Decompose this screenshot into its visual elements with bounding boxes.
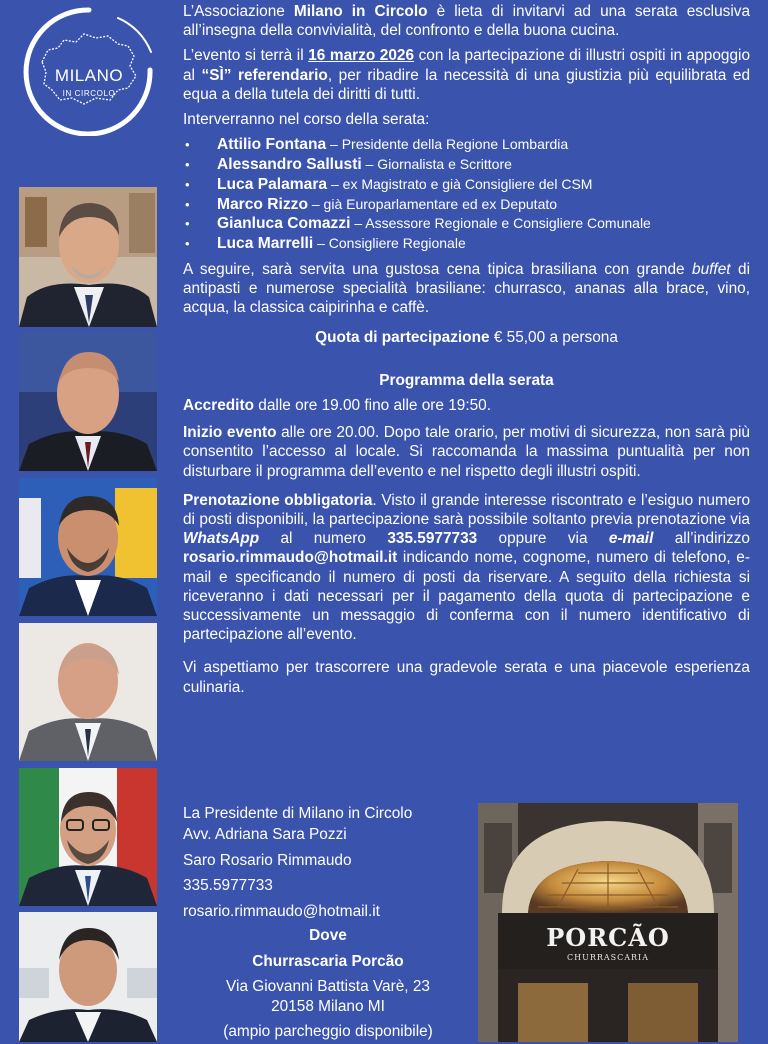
venue-address-city: 20158 Milano MI	[271, 997, 385, 1015]
buffet-word: buffet	[692, 261, 731, 278]
speakers-intro: Interverranno nel corso della serata:	[183, 111, 430, 129]
venue-block	[183, 924, 473, 1044]
participation-fee: Quota di partecipazione € 55,00 a persona	[315, 328, 618, 346]
photo-luca-palamara	[19, 478, 157, 616]
referendum-label: “SÌ” referendario	[201, 66, 328, 84]
restaurant-photo	[478, 803, 738, 1042]
speakers-list	[183, 135, 750, 254]
signature-line-president-title: La Presidente di Milano in Circolo	[183, 805, 413, 822]
photo-attilio-fontana	[19, 187, 157, 327]
program-title: Programma della serata	[379, 371, 554, 389]
venue-parking: (ampio parcheggio disponibile)	[223, 1023, 433, 1040]
invitation-text	[183, 2, 750, 697]
list-item: • Attilio Fontana – Presidente della Regione Lombardia	[185, 136, 569, 154]
venue-address-street: Via Giovanni Battista Varè, 23	[226, 978, 430, 995]
list-item: • Luca Palamara – ex Magistrato e già Consigliere del CSM	[185, 175, 593, 193]
logo-name: MILANO	[54, 66, 124, 85]
booking-paragraph: Prenotazione obbligatoria. Visto il grande interesse riscontrato e l’esiguo numero di posti disponibili, la partecipazione sarà possibile soltanto previa prenotazione via WhatsApp al numero 335.5977733 oppure via e-mail all’indirizzo rosario.rimmaudo@hotmail.it indicando nome, cognome, numero di telefono, e-mail e specificando il numero di posti da riservare. A seguito della richiesta si riceveranno i dati necessari per il pagamento della quota di partecipazione e successivamente un messaggio di conferma con il numero identificativo di partecipazione all’evento.	[183, 491, 751, 644]
organization-name: Milano in Circolo	[293, 3, 428, 20]
signature-block	[183, 802, 473, 925]
booking-email: rosario.rimmaudo@hotmail.it	[183, 549, 398, 567]
signature-line-phone: 335.5977733	[183, 876, 273, 894]
intro-paragraph: L’Associazione Milano in Circolo è lieta di invitarvi ad una serata esclusiva all’insegna della convivialità, del confronto e della buona cucina.	[183, 3, 751, 40]
photo-luca-marrelli	[19, 912, 157, 1042]
list-item: • Alessandro Sallusti – Giornalista e Scrittore	[185, 156, 512, 174]
milano-in-circolo-logo	[18, 4, 160, 136]
venue-name: Churrascaria Porcão	[252, 952, 404, 970]
photo-gianluca-comazzi	[19, 768, 157, 906]
restaurant-sign-sub: CHURRASCARIA	[566, 953, 649, 962]
list-item: • Marco Rizzo – già Europarlamentare ed ex Deputato	[185, 195, 558, 213]
list-item: • Gianluca Comazzi – Assessore Regionale e Consigliere Comunale	[185, 215, 651, 233]
photo-marco-rizzo	[19, 623, 157, 761]
logo-subtitle: IN CIRCOLO	[62, 89, 116, 98]
signature-line-email: rosario.rimmaudo@hotmail.it	[183, 903, 380, 920]
email-label: e-mail	[608, 530, 654, 548]
accreditation-line: Accredito dalle ore 19.00 fino alle ore 19:50.	[183, 397, 492, 415]
event-start-paragraph: Inizio evento alle ore 20.00. Dopo tale orario, per motivi di sicurezza, non sarà più consentito l’accesso al locale. Si raccomanda la massima puntualità per non disturbare il programma dell’evento e nel rispetto degli illustri ospiti.	[183, 424, 750, 480]
photo-alessandro-sallusti	[19, 332, 157, 471]
venue-title: Dove	[309, 927, 347, 944]
closing-paragraph: Vi aspettiamo per trascorrere una gradevole serata e una piacevole esperienza culinaria.	[183, 659, 750, 696]
event-date-paragraph: L’evento si terrà il 16 marzo 2026 con la partecipazione di illustri ospiti in appoggio al “SÌ” referendario, per ribadire la necessità di una giustizia più equilibrata ed equa a della tutela dei diritti di tutti.	[183, 47, 750, 103]
restaurant-sign-name: PORCÃO	[546, 923, 670, 952]
whatsapp-label: WhatsApp	[183, 530, 260, 548]
list-item: • Luca Marrelli – Consigliere Regionale	[185, 235, 466, 253]
signature-line-contact-name: Saro Rosario Rimmaudo	[183, 852, 352, 869]
dinner-paragraph: A seguire, sarà servita una gustosa cena tipica brasiliana con grande buffet di antipasti e numerose specialità brasiliane: churrasco, ananas alla brace, vino, acqua, la classica caipirinha e caffè.	[183, 261, 750, 317]
event-date: 16 marzo 2026	[308, 47, 415, 65]
signature-line-president-name: Avv. Adriana Sara Pozzi	[183, 825, 347, 843]
booking-phone: 335.5977733	[387, 530, 478, 548]
